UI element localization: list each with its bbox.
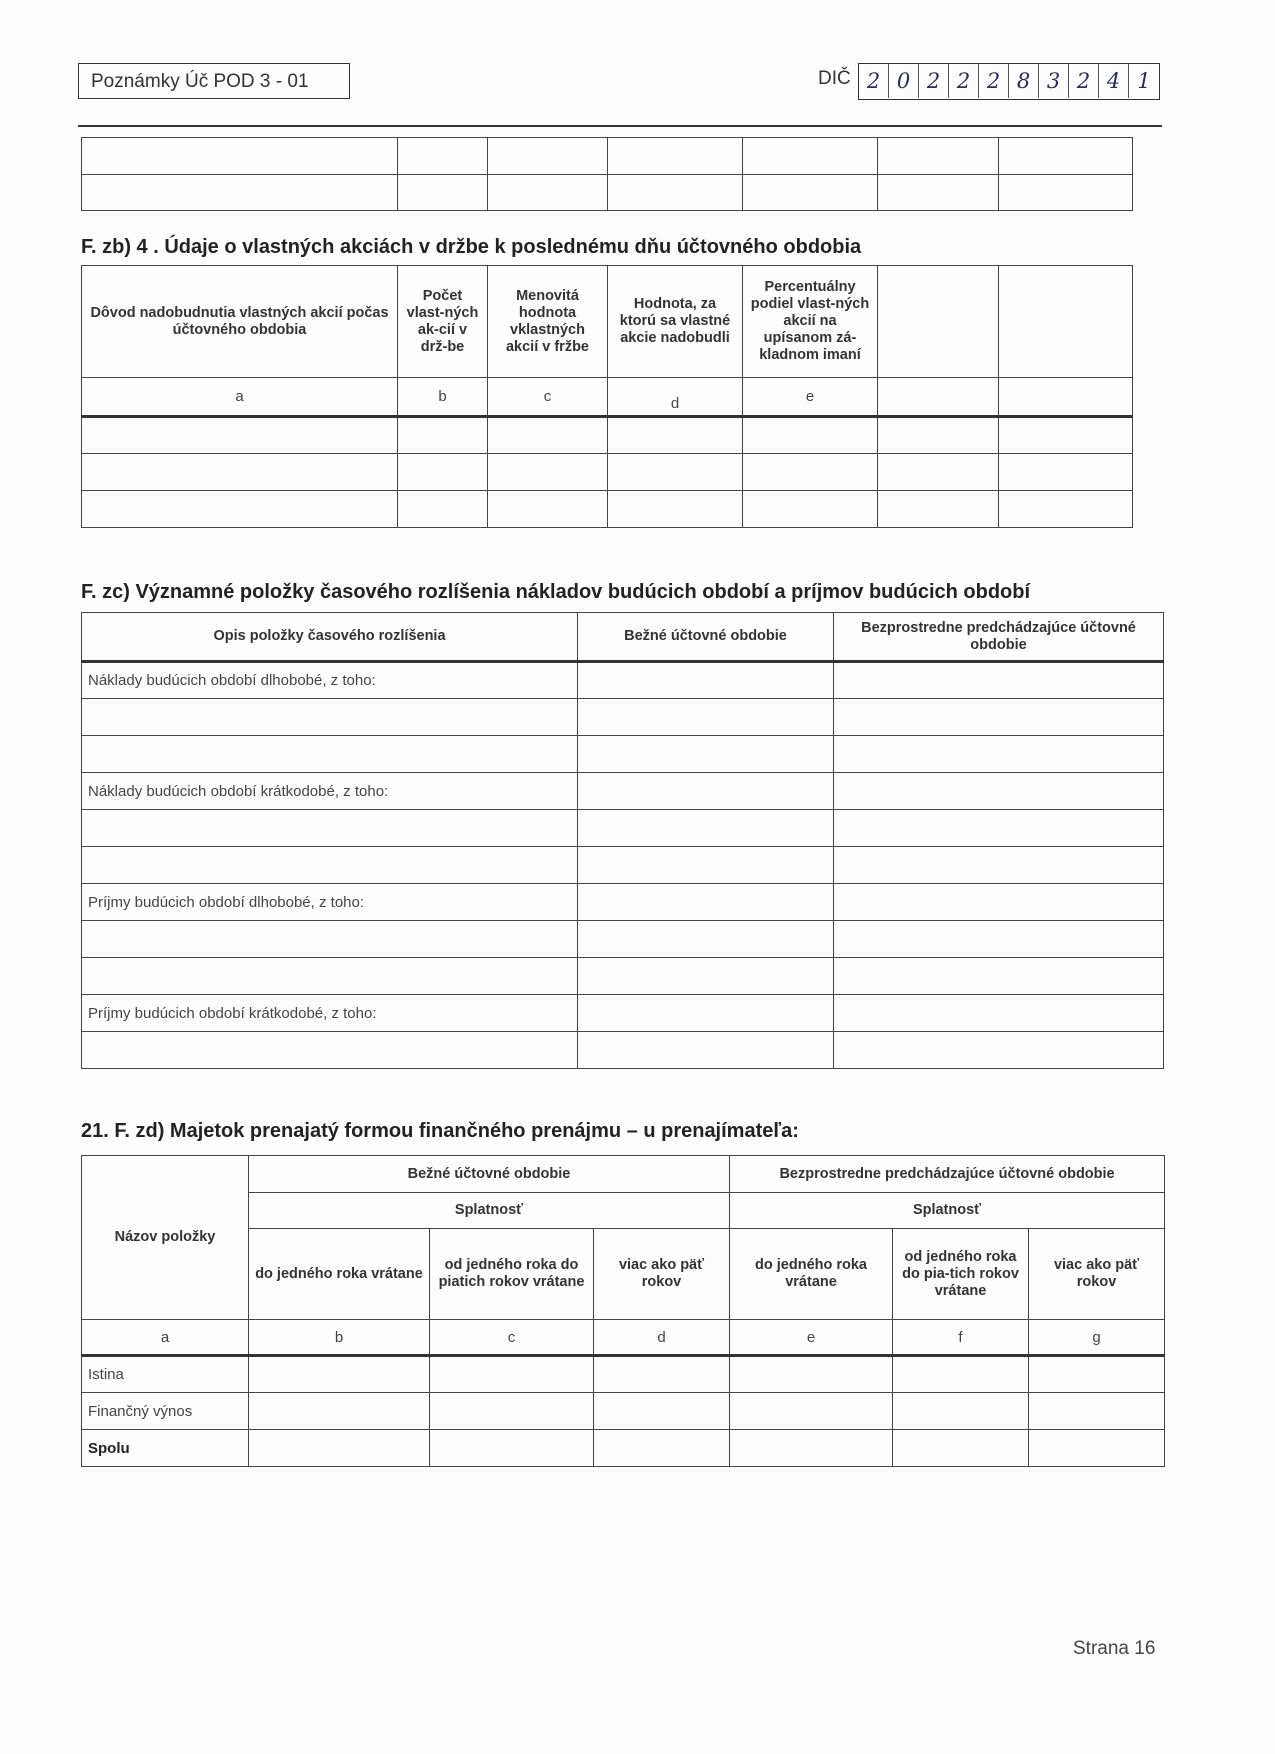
continuation-table — [81, 137, 1133, 211]
column-letter: c — [488, 378, 608, 417]
column-header: Menovitá hodnota vklastných akcií v fržbe — [488, 266, 608, 378]
table-cell[interactable] — [249, 1356, 430, 1393]
table-cell[interactable] — [999, 491, 1133, 528]
table-cell[interactable] — [488, 491, 608, 528]
row-label[interactable] — [82, 921, 578, 958]
previous-period-cell[interactable] — [834, 736, 1164, 773]
column-header: Dôvod nadobudnutia vlastných akcií počas účtovného obdobia — [82, 266, 398, 378]
previous-period-cell[interactable] — [834, 810, 1164, 847]
table-cell[interactable] — [878, 138, 999, 175]
column-header: viac ako päť rokov — [594, 1229, 730, 1320]
table-cell[interactable] — [430, 1430, 594, 1467]
previous-period-cell[interactable] — [834, 847, 1164, 884]
column-header — [999, 266, 1133, 378]
column-header: od jedného roka do pia-tich rokov vrátane — [893, 1229, 1029, 1320]
letter-row — [82, 378, 1133, 417]
table-row — [82, 773, 1164, 810]
table-cell[interactable] — [1029, 1430, 1165, 1467]
header-divider — [78, 125, 1162, 127]
table-cell[interactable] — [608, 491, 743, 528]
current-period-cell[interactable] — [578, 884, 834, 921]
table-row — [82, 138, 1133, 175]
table-cell[interactable] — [594, 1356, 730, 1393]
table-cell[interactable] — [743, 417, 878, 454]
column-letter: e — [730, 1320, 893, 1356]
column-header: Percentuálny podiel vlast-ných akcií na upísanom zá-kladnom imaní — [743, 266, 878, 378]
row-label[interactable] — [82, 810, 578, 847]
row-label: Príjmy budúcich období krátkodobé, z toho: — [82, 995, 578, 1032]
current-period-cell[interactable] — [578, 847, 834, 884]
dic-digit[interactable]: 4 — [1099, 64, 1129, 98]
row-label: Náklady budúcich období krátkodobé, z toho: — [82, 773, 578, 810]
table-cell[interactable] — [878, 175, 999, 211]
table-cell[interactable] — [398, 417, 488, 454]
table-row — [82, 958, 1164, 995]
column-letter: a — [82, 378, 398, 417]
table-cell[interactable] — [878, 454, 999, 491]
table-cell[interactable] — [999, 175, 1133, 211]
table-cell[interactable] — [743, 138, 878, 175]
column-letter — [878, 378, 999, 417]
table-row — [82, 847, 1164, 884]
table-row — [82, 662, 1164, 699]
current-period-cell[interactable] — [578, 921, 834, 958]
table-cell[interactable] — [608, 175, 743, 211]
table-cell[interactable] — [999, 417, 1133, 454]
previous-period-cell[interactable] — [834, 884, 1164, 921]
table-cell[interactable] — [249, 1430, 430, 1467]
column-header: do jedného roka vrátane — [730, 1229, 893, 1320]
finance-lease-table — [81, 1155, 1165, 1467]
item-name-header: Názov položky — [82, 1156, 249, 1320]
current-period-cell[interactable] — [578, 773, 834, 810]
header-row — [82, 613, 1164, 662]
table-row — [82, 921, 1164, 958]
table-cell[interactable] — [999, 138, 1133, 175]
table-cell[interactable] — [398, 175, 488, 211]
table-row — [82, 454, 1133, 491]
previous-period-cell[interactable] — [834, 699, 1164, 736]
row-label: Finančný výnos — [82, 1393, 249, 1430]
table-cell[interactable] — [82, 417, 398, 454]
table-cell[interactable] — [893, 1393, 1029, 1430]
form-label-box: Poznámky Úč POD 3 - 01 — [78, 63, 350, 99]
row-label: Istina — [82, 1356, 249, 1393]
table-cell[interactable] — [430, 1356, 594, 1393]
dic-digit[interactable]: 2 — [919, 64, 949, 98]
column-header: viac ako päť rokov — [1029, 1229, 1165, 1320]
row-label[interactable] — [82, 1032, 578, 1069]
table-cell[interactable] — [488, 454, 608, 491]
row-label: Príjmy budúcich období dlhobobé, z toho: — [82, 884, 578, 921]
table-cell[interactable] — [999, 454, 1133, 491]
table-cell[interactable] — [249, 1393, 430, 1430]
table-cell[interactable] — [878, 417, 999, 454]
table-row — [82, 1393, 1165, 1430]
table-cell[interactable] — [82, 491, 398, 528]
row-label[interactable] — [82, 958, 578, 995]
previous-period-cell[interactable] — [834, 662, 1164, 699]
table-cell[interactable] — [430, 1393, 594, 1430]
table-cell[interactable] — [608, 417, 743, 454]
table-cell[interactable] — [488, 417, 608, 454]
column-letter: d — [594, 1320, 730, 1356]
dic-label: DIČ — [818, 68, 851, 89]
column-letter: a — [82, 1320, 249, 1356]
accruals-table — [81, 612, 1164, 1069]
column-header: Bezprostredne predchádzajúce účtovné obdobie — [834, 613, 1164, 662]
table-row — [82, 699, 1164, 736]
current-period-cell[interactable] — [578, 699, 834, 736]
column-header: Hodnota, za ktorú sa vlastné akcie nadobudli — [608, 266, 743, 378]
section-zb-title: F. zb) 4 . Údaje o vlastných akciách v držbe k poslednému dňu účtovného obdobia — [81, 236, 862, 258]
column-letter: d — [608, 378, 743, 417]
table-cell[interactable] — [594, 1430, 730, 1467]
section-zc-title: F. zc) Významné položky časového rozlíšenia nákladov budúcich období a príjmov budúcich období — [81, 581, 1031, 603]
dic-digit[interactable]: 8 — [1009, 64, 1039, 98]
table-cell[interactable] — [893, 1430, 1029, 1467]
table-cell[interactable] — [398, 138, 488, 175]
current-period-header: Bežné účtovné obdobie — [249, 1156, 730, 1193]
table-cell[interactable] — [608, 454, 743, 491]
column-header: Opis položky časového rozlíšenia — [82, 613, 578, 662]
column-letter: b — [249, 1320, 430, 1356]
column-letter: f — [893, 1320, 1029, 1356]
table-cell[interactable] — [743, 454, 878, 491]
table-cell[interactable] — [82, 175, 398, 211]
current-period-cell[interactable] — [578, 810, 834, 847]
table-cell[interactable] — [1029, 1393, 1165, 1430]
previous-period-cell[interactable] — [834, 773, 1164, 810]
table-row — [82, 491, 1133, 528]
row-label-total: Spolu — [82, 1430, 249, 1467]
dic-digit[interactable]: 2 — [859, 64, 889, 98]
table-cell[interactable] — [730, 1393, 893, 1430]
table-cell[interactable] — [398, 454, 488, 491]
current-period-cell[interactable] — [578, 662, 834, 699]
table-cell[interactable] — [82, 454, 398, 491]
table-row — [82, 736, 1164, 773]
table-cell[interactable] — [743, 175, 878, 211]
table-cell[interactable] — [730, 1430, 893, 1467]
column-letter: g — [1029, 1320, 1165, 1356]
column-header: do jedného roka vrátane — [249, 1229, 430, 1320]
row-label[interactable] — [82, 736, 578, 773]
row-label: Náklady budúcich období dlhobobé, z toho: — [82, 662, 578, 699]
section-zd-title: 21. F. zd) Majetok prenajatý formou finančného prenájmu – u prenajímateľa: — [81, 1120, 799, 1142]
dic-digit[interactable]: 3 — [1039, 64, 1069, 98]
table-row — [82, 1430, 1165, 1467]
column-letter — [999, 378, 1133, 417]
table-row — [82, 810, 1164, 847]
current-period-cell[interactable] — [578, 736, 834, 773]
table-cell[interactable] — [1029, 1356, 1165, 1393]
letter-row — [82, 1320, 1165, 1356]
table-cell[interactable] — [730, 1356, 893, 1393]
dic-digit[interactable]: 0 — [889, 64, 919, 98]
column-letter: e — [743, 378, 878, 417]
header-row — [82, 266, 1133, 378]
header-row — [82, 1156, 1165, 1193]
maturity-header: Splatnosť — [730, 1193, 1165, 1229]
table-row — [82, 884, 1164, 921]
dic-field[interactable] — [858, 63, 1160, 100]
current-period-cell[interactable] — [578, 1032, 834, 1069]
table-cell[interactable] — [594, 1393, 730, 1430]
table-cell[interactable] — [488, 175, 608, 211]
row-label[interactable] — [82, 847, 578, 884]
dic-digit[interactable]: 2 — [979, 64, 1009, 98]
current-period-cell[interactable] — [578, 995, 834, 1032]
previous-period-header: Bezprostredne predchádzajúce účtovné obdobie — [730, 1156, 1165, 1193]
table-cell[interactable] — [82, 138, 398, 175]
table-row — [82, 175, 1133, 211]
table-cell[interactable] — [608, 138, 743, 175]
column-header: Bežné účtovné obdobie — [578, 613, 834, 662]
page-number: Strana 16 — [1073, 1638, 1156, 1659]
current-period-cell[interactable] — [578, 958, 834, 995]
table-cell[interactable] — [743, 491, 878, 528]
previous-period-cell[interactable] — [834, 958, 1164, 995]
dic-digit[interactable]: 1 — [1137, 69, 1151, 93]
table-row — [82, 995, 1164, 1032]
table-cell[interactable] — [398, 491, 488, 528]
column-letter: c — [430, 1320, 594, 1356]
table-cell[interactable] — [878, 491, 999, 528]
maturity-header: Splatnosť — [249, 1193, 730, 1229]
column-header: od jedného roka do piatich rokov vrátane — [430, 1229, 594, 1320]
table-cell[interactable] — [488, 138, 608, 175]
table-row — [82, 1356, 1165, 1393]
own-shares-table — [81, 265, 1133, 528]
column-header — [878, 266, 999, 378]
table-cell[interactable] — [893, 1356, 1029, 1393]
previous-period-cell[interactable] — [834, 921, 1164, 958]
table-row — [82, 1032, 1164, 1069]
dic-digit[interactable]: 2 — [1069, 64, 1099, 98]
table-row — [82, 417, 1133, 454]
previous-period-cell[interactable] — [834, 995, 1164, 1032]
previous-period-cell[interactable] — [834, 1032, 1164, 1069]
column-header: Počet vlast-ných ak-cií v drž-be — [398, 266, 488, 378]
row-label[interactable] — [82, 699, 578, 736]
dic-digit[interactable]: 2 — [949, 64, 979, 98]
column-letter: b — [398, 378, 488, 417]
